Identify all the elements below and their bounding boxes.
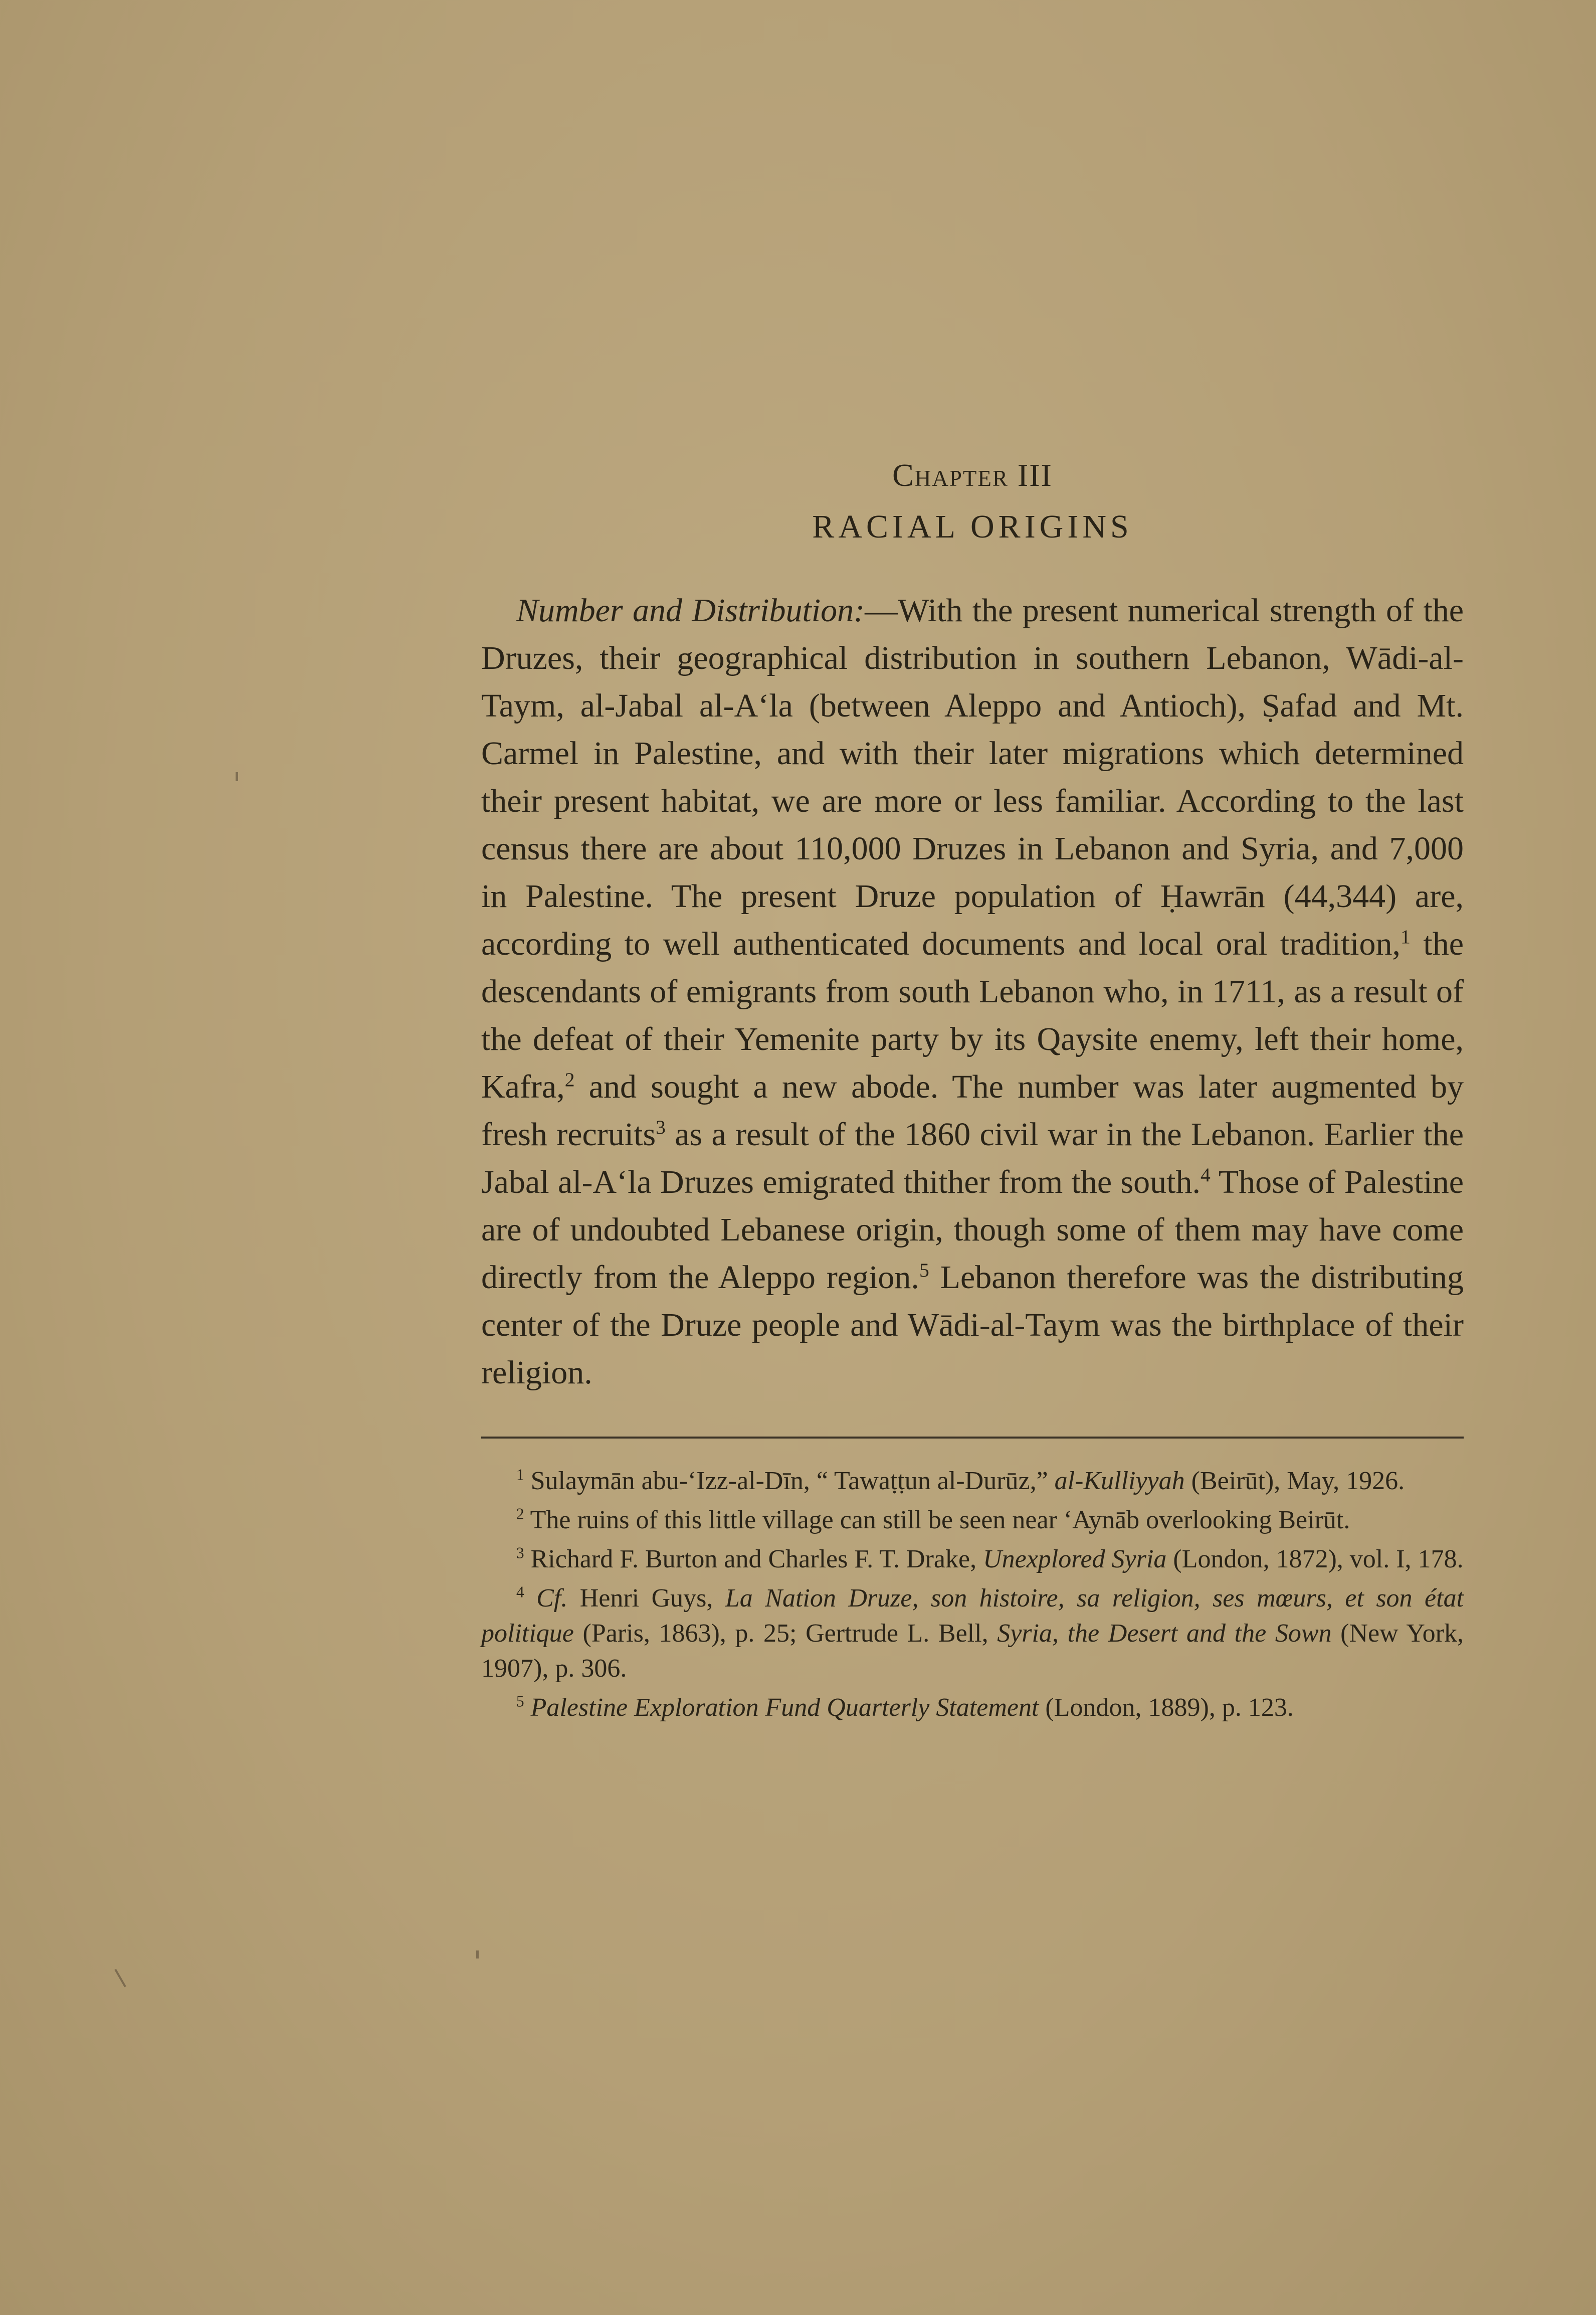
footnote-title: al-Kulliyyah xyxy=(1054,1466,1185,1495)
footnote-number: 5 xyxy=(516,1692,524,1710)
body-paragraph xyxy=(481,587,1464,1396)
footnote-4 xyxy=(481,1581,1464,1686)
footnote-number: 1 xyxy=(516,1466,524,1484)
footnote-2 xyxy=(481,1503,1464,1538)
scan-speck xyxy=(114,1969,126,1988)
footnote-text: (London, 1872), vol. I, 178. xyxy=(1166,1544,1464,1573)
footnote-divider xyxy=(481,1437,1464,1439)
scan-speck xyxy=(236,772,238,781)
footnote-number: 3 xyxy=(516,1544,524,1562)
body-text-4: as a result of the 1860 civil war in the Lebanon. Earlier the Jabal al-A‘la Druzes emigrated thither from the south. xyxy=(481,1116,1464,1200)
footnote-5 xyxy=(481,1690,1464,1725)
footnote-text: Richard F. Burton and Charles F. T. Drake, xyxy=(524,1544,983,1573)
chapter-number: III xyxy=(1017,457,1053,493)
footnote-title: Unexplored Syria xyxy=(983,1544,1167,1573)
footnote-title: La Nation Druze, son histoire, sa religion, ses mœurs, et son état politique xyxy=(481,1583,1464,1648)
footnote-ref-1: 1 xyxy=(1400,925,1411,948)
body-text-6: Lebanon therefore was the distributing center of the Druze people and Wādi-al-Taym was the birthplace of their religion. xyxy=(481,1259,1464,1391)
chapter-label xyxy=(481,456,1464,495)
page-content xyxy=(481,456,1464,1729)
chapter-label-prefix: Chapter xyxy=(892,457,1009,493)
footnote-text: (London, 1889), p. 123. xyxy=(1039,1693,1294,1722)
footnote-ref-4: 4 xyxy=(1200,1163,1211,1186)
footnote-text: Henri Guys, xyxy=(567,1583,725,1613)
footnote-number: 4 xyxy=(516,1583,524,1601)
scan-speck xyxy=(476,1950,479,1958)
body-text-3: and sought a new abode. The number was later augmented by fresh recruits xyxy=(481,1068,1464,1153)
footnote-ref-3: 3 xyxy=(656,1116,666,1138)
body-text-2: the descendants of emigrants from south Lebanon who, in 1711, as a result of the defeat of their Yemenite party by its Qaysite enemy, left their home, Kafra, xyxy=(481,925,1464,1105)
footnote-text: (Paris, 1863), p. 25; Gertrude L. Bell, xyxy=(573,1619,998,1648)
body-text-5: Those of Palestine are of undoubted Lebanese origin, though some of them may have come directly from the Aleppo region. xyxy=(481,1163,1464,1296)
footnote-text: The ruins of this little village can still be seen near ‘Aynāb overlooking Beirūt. xyxy=(524,1505,1350,1534)
footnote-title: Syria, the Desert and the Sown xyxy=(997,1619,1332,1648)
body-text-1: —With the present numerical strength of the Druzes, their geographical distribution in southern Lebanon, Wādi-al-Taym, al-Jabal al-A‘la (between Aleppo and Antioch), Ṣafad and Mt. Carmel in Palestine, and with their later migrations which determined their present habitat, we are more or less familiar. According to the last census there are about 110,000 Druzes in Lebanon and Syria, and 7,000 in Palestine. The present Druze population of Ḥawrān (44,344) are, according to well authenticated documents and local oral tradition, xyxy=(481,592,1464,962)
footnote-ref-2: 2 xyxy=(564,1068,575,1091)
footnote-text: (Beirūt), May, 1926. xyxy=(1184,1466,1405,1495)
section-lead: Number and Distribution: xyxy=(516,592,865,629)
footnote-ref-5: 5 xyxy=(919,1259,929,1281)
footnote-abbrev: Cf. xyxy=(536,1583,568,1613)
footnote-1 xyxy=(481,1464,1464,1499)
footnote-text: Sulaymān abu-‘Izz-al-Dīn, “ Tawaṭṭun al-Durūz,” xyxy=(524,1466,1055,1495)
chapter-title: RACIAL ORIGINS xyxy=(812,508,1133,545)
footnote-3 xyxy=(481,1542,1464,1577)
footnote-number: 2 xyxy=(516,1505,524,1523)
footnote-text: (New York, 1907), p. 306. xyxy=(481,1619,1464,1683)
footnote-title: Palestine Exploration Fund Quarterly Statement xyxy=(530,1693,1039,1722)
